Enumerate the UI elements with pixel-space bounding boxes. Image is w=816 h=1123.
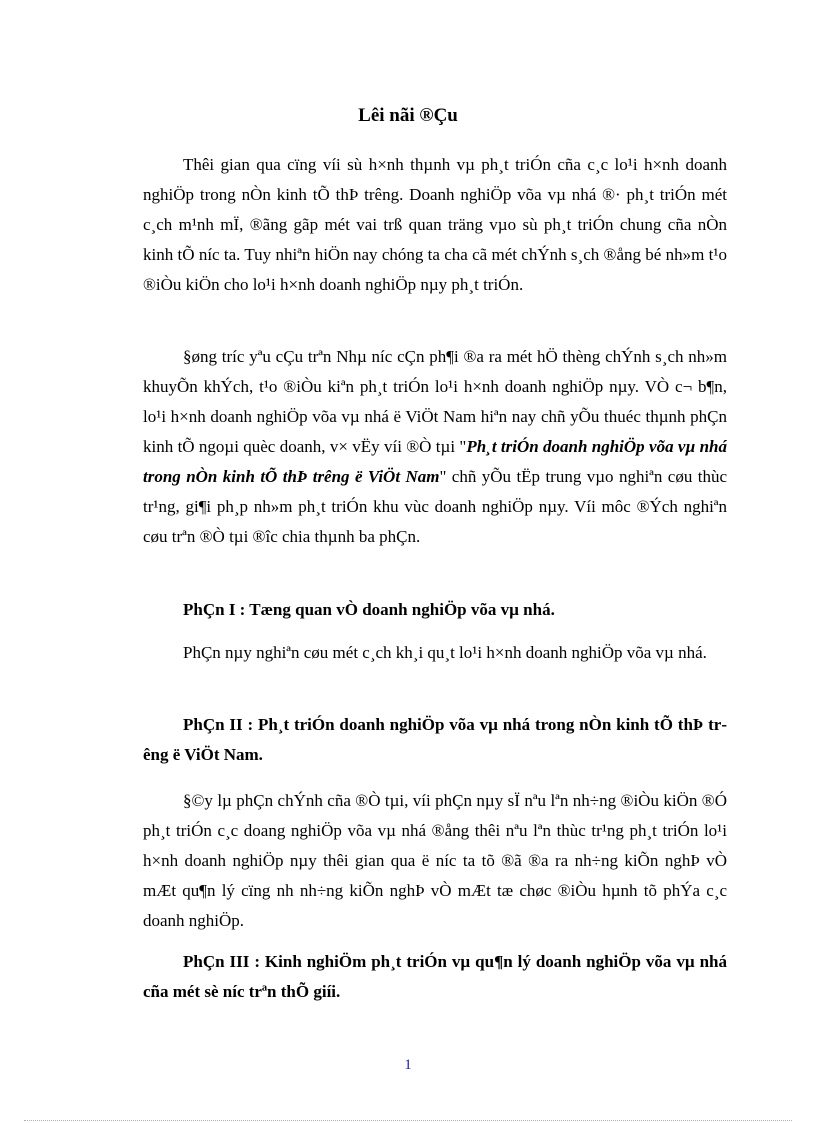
paragraph-part-2 bbox=[143, 786, 727, 936]
section-heading-part-1 bbox=[143, 595, 727, 625]
page-number: 1 bbox=[404, 1057, 412, 1073]
section-heading-part-3-text: PhÇn III : Kinh nghiÖm ph¸t triÓn vµ qu¶n lý doanh nghiÖp võa vµ nhá cña mét sè níc trªn thÕ giíi. bbox=[143, 952, 727, 1001]
footer-divider bbox=[24, 1120, 792, 1121]
page-title: Lêi nãi ®Çu bbox=[358, 105, 458, 126]
paragraph-intro bbox=[143, 150, 727, 300]
paragraph-topic-text-a: §øng tríc yªu cÇu trªn Nhµ níc cÇn ph¶i ®a ra mét hÖ thèng chÝnh s¸ch nh»m khuyÕn khÝch, t¹o ®iÒu kiªn ph¸t triÓn lo¹i h×nh doanh nghiÖp nµy. VÒ c¬ b¶n, lo¹i h×nh doanh nghiÖp võa vµ nhá ë ViÖt Nam hiªn nay chñ yÕu thuéc thµnh phÇn kinh tÕ ngoµi quèc doanh, v× vËy víi ®Ò tµi " bbox=[143, 347, 727, 456]
paragraph-topic-text-c: " chñ yÕu tËp trung vµo nghiªn cøu thùc tr¹ng, gi¶i ph¸p nh»m ph¸t triÓn khu vùc doanh nghiÖp nµy. Víi môc ®Ých nghiªn cøu trªn ®Ò tµi ®îc chia thµnh ba phÇn. bbox=[143, 467, 727, 546]
section-heading-part-3 bbox=[143, 947, 727, 1007]
topic-title-emphasis: Ph¸t triÓn doanh nghiÖp võa vµ nhá trong nÒn kinh tÕ thÞ trêng ë ViÖt Nam bbox=[143, 437, 727, 486]
section-heading-part-2-text: PhÇn II : Ph¸t triÓn doanh nghiÖp võa vµ nhá trong nÒn kinh tÕ thÞ trêng ë ViÖt Nam. bbox=[143, 715, 727, 764]
paragraph-part-1 bbox=[143, 638, 727, 668]
section-heading-part-2 bbox=[143, 710, 727, 770]
paragraph-intro-text: Thêi gian qua cïng víi sù h×nh thµnh vµ ph¸t triÓn cña c¸c lo¹i h×nh doanh nghiÖp trong nÒn kinh tÕ thÞ trêng. Doanh nghiÖp võa vµ nhá ®· ph¸t triÓn mét c¸ch m¹nh mÏ, ®ãng gãp mét vai trß quan träng vµo sù ph¸t triÓn chung cña nÒn kinh tÕ níc ta. Tuy nhiªn hiÖn nay chóng ta cha cã mét chÝnh s¸ch ®ång bé nh»m t¹o ®iÒu kiÖn cho lo¹i h×nh doanh nghiÖp nµy ph¸t triÓn. bbox=[143, 155, 727, 294]
section-heading-part-1-text: PhÇn I : Tæng quan vÒ doanh nghiÖp võa vµ nhá. bbox=[183, 600, 555, 619]
paragraph-topic bbox=[143, 342, 727, 552]
paragraph-part-1-text: PhÇn nµy nghiªn cøu mét c¸ch kh¸i qu¸t lo¹i h×nh doanh nghiÖp võa vµ nhá. bbox=[183, 643, 707, 662]
paragraph-part-2-text: §©y lµ phÇn chÝnh cña ®Ò tµi, víi phÇn nµy sÏ nªu lªn nh÷ng ®iÒu kiÖn ®Ó ph¸t triÓn c¸c doang nghiÖp võa vµ nhá ®ång thêi nªu lªn thùc tr¹ng ph¸t triÓn lo¹i h×nh doanh nghiÖp nµy thêi gian qua ë níc ta tõ ®ã ®a ra nh÷ng kiÕn nghÞ vÒ mÆt qu¶n lý cïng nh nh÷ng kiÕn nghÞ vÒ mÆt tæ chøc ®iÒu hµnh tõ phÝa c¸c doanh nghiÖp. bbox=[143, 791, 727, 930]
